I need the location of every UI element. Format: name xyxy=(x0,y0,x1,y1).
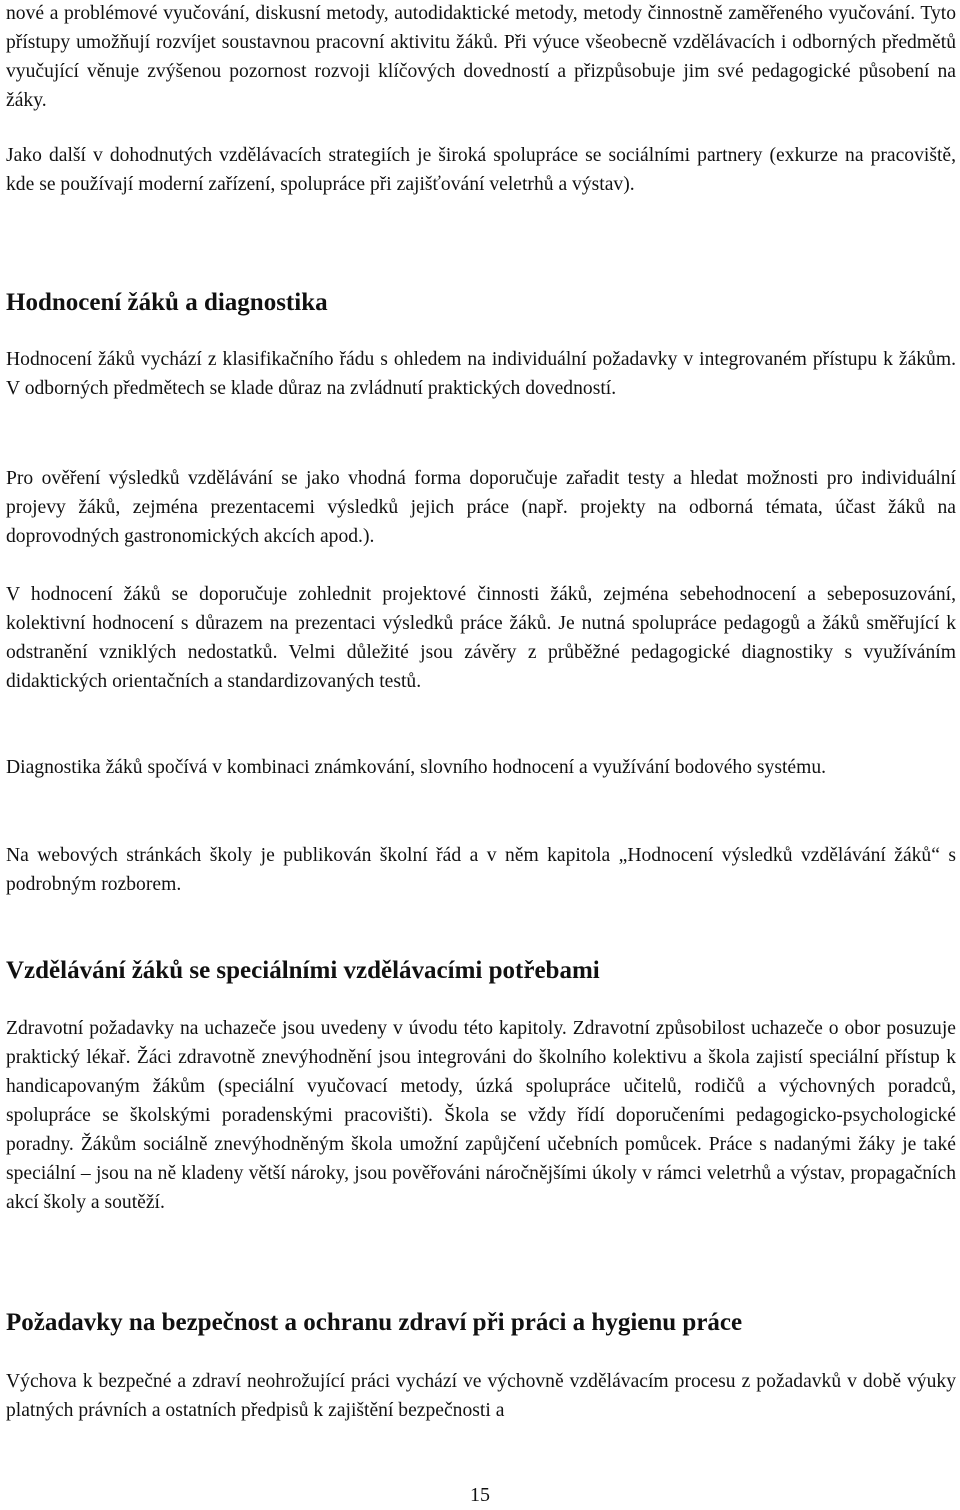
specialni-paragraph-1: Zdravotní požadavky na uchazeče jsou uvedeny v úvodu této kapitoly. Zdravotní způsobilost uchazeče o obor posuzuje praktický lékař. Žáci zdravotně znevýhodnění jsou integrováni do školního kolektivu a škola zajistí speciální přístup k handicapovaným žákům (speciální vyučovací metody, úzká spolupráce učitelů, rodičů a výchovných poradců, spolupráce se školskými poradenskými pracovišti). Škola se vždy řídí doporučeními pedagogicko-psychologické poradny. Žákům sociálně znevýhodněným škola umožní zapůjčení učebních pomůcek. Práce s nadanými žáky je také speciální – jsou na ně kladeny větší nároky, jsou pověřováni náročnějšími úkoly v rámci veletrhů a výstav, propagačních akcí školy a soutěží. xyxy=(6,1018,956,1213)
page-number: 15 xyxy=(470,1484,490,1506)
hodnoceni-paragraph-3: V hodnocení žáků se doporučuje zohlednit projektové činnosti žáků, zejména sebehodnocení a sebeposuzování, kolektivní hodnocení s důrazem na prezentaci výsledků práce žáků. Je nutná spolupráce pedagogů a žáků směřující k odstranění vzniklých nedostatků. Velmi důležité jsou závěry z průběžné pedagogické diagnostiky s využíváním didaktických orientačních a standardizovaných testů. xyxy=(6,584,956,692)
heading-specialni: Vzdělávání žáků se speciálními vzdělávacími potřebami xyxy=(6,957,600,984)
intro-paragraph-1: nové a problémové vyučování, diskusní metody, autodidaktické metody, metody činnostně zaměřeného vyučování. Tyto přístupy umožňují rozvíjet soustavnou pracovní aktivitu žáků. Při výuce všeobecně vzdělávacích i odborných předmětů vyučující věnuje zvýšenou pozornost rozvoji klíčových dovedností a přizpůsobuje jim své pedagogické působení na žáky. xyxy=(6,3,956,111)
bezpecnost-paragraph-1: Výchova k bezpečné a zdraví neohrožující práci vychází ve výchovně vzdělávacím procesu z požadavků v době výuky platných právních a ostatních předpisů k zajištění bezpečnosti a xyxy=(6,1371,956,1421)
intro-paragraph-2: Jako další v dohodnutých vzdělávacích strategiích je široká spolupráce se sociálními partnery (exkurze na pracoviště, kde se používají moderní zařízení, spolupráce při zajišťování veletrhů a výstav). xyxy=(6,145,956,195)
heading-hodnoceni: Hodnocení žáků a diagnostika xyxy=(6,289,328,316)
hodnoceni-paragraph-2: Pro ověření výsledků vzdělávání se jako vhodná forma doporučuje zařadit testy a hledat možnosti pro individuální projevy žáků, zejména prezentacemi výsledků jejich práce (např. projekty na odborná témata, účast žáků na doprovodných gastronomických akcích apod.). xyxy=(6,468,956,547)
hodnoceni-paragraph-4: Diagnostika žáků spočívá v kombinaci známkování, slovního hodnocení a využívání bodového systému. xyxy=(6,757,827,778)
hodnoceni-paragraph-1: Hodnocení žáků vychází z klasifikačního řádu s ohledem na individuální požadavky v integrovaném přístupu k žákům. V odborných předmětech se klade důraz na zvládnutí praktických dovedností. xyxy=(6,349,956,399)
hodnoceni-paragraph-5: Na webových stránkách školy je publikován školní řád a v něm kapitola „Hodnocení výsledků vzdělávání žáků“ s podrobným rozborem. xyxy=(6,845,956,895)
heading-bezpecnost: Požadavky na bezpečnost a ochranu zdraví při práci a hygienu práce xyxy=(6,1309,743,1336)
